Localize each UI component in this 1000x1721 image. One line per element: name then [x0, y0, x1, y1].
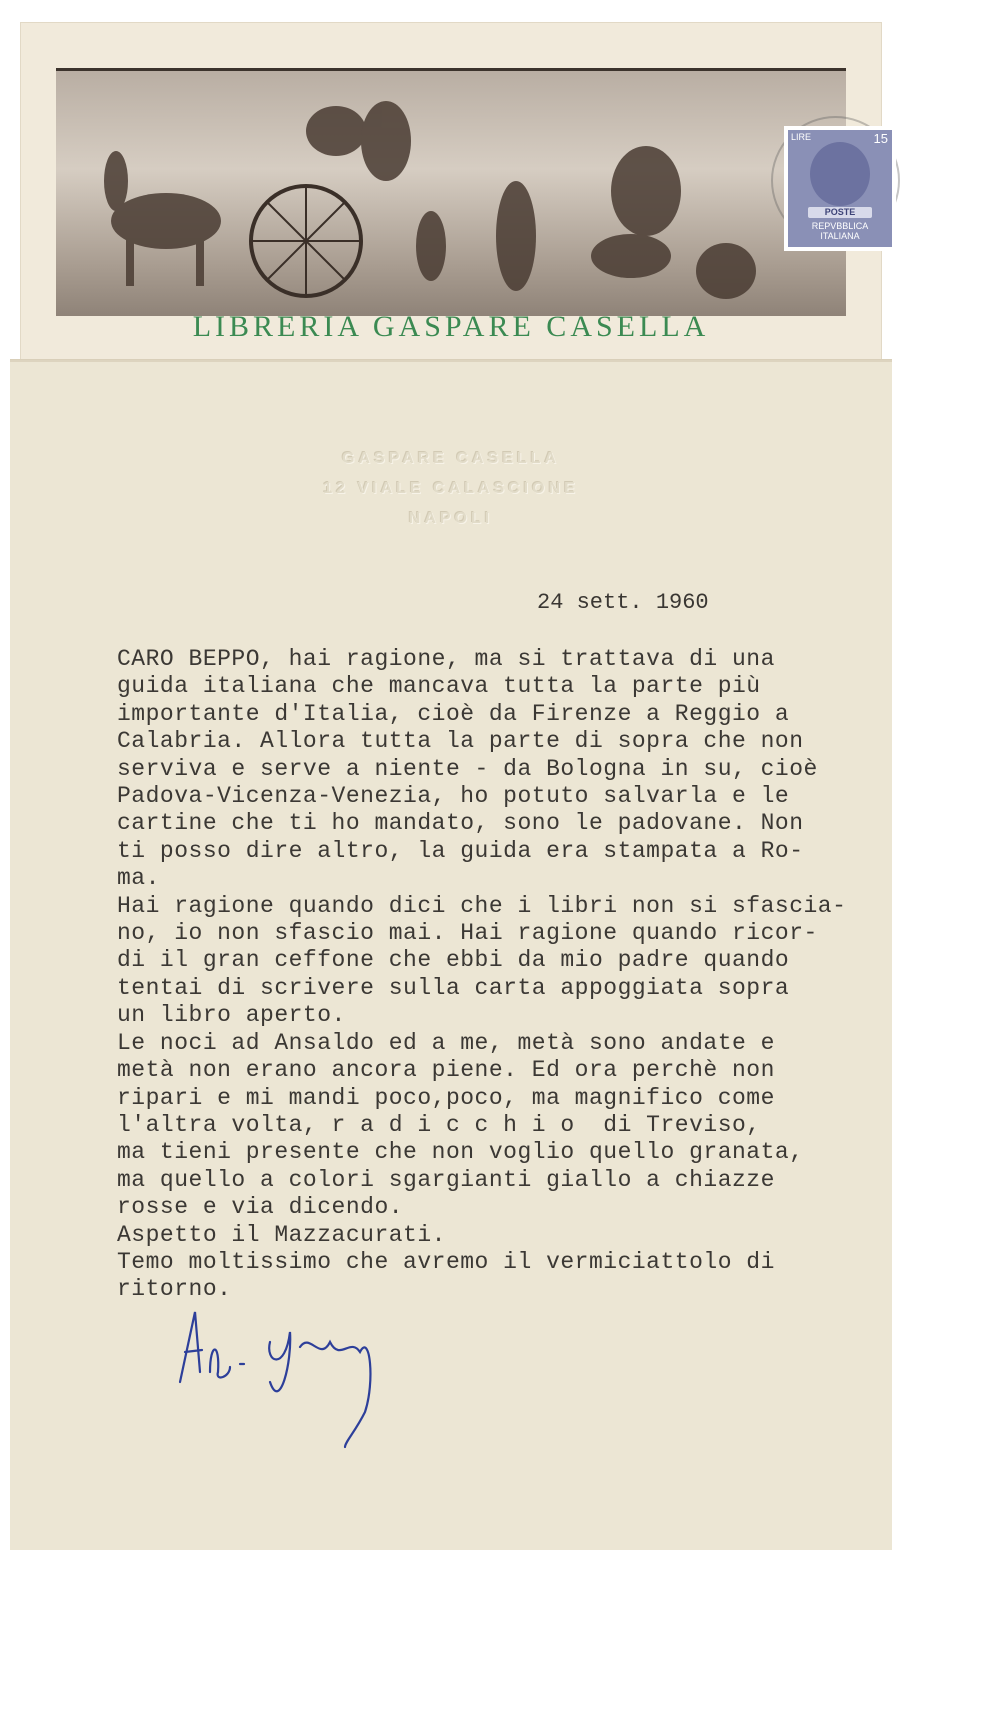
- letter-line: ritorno.: [117, 1276, 232, 1303]
- stamp-country-2: ITALIANA: [820, 231, 860, 241]
- letter-line: tentai di scrivere sulla carta appoggiata sopra: [117, 974, 790, 1001]
- handwritten-signature: [170, 1302, 430, 1452]
- letter-line: guida italiana che mancava tutta la parte più: [117, 673, 761, 700]
- letter-line: Padova-Vicenza-Venezia, ho potuto salvarla e le: [117, 783, 790, 810]
- brand-title: LIBRERIA GASPARE CASELLA: [192, 310, 710, 343]
- letterhead-city: NAPOLI: [408, 510, 494, 527]
- letter-body: [117, 646, 846, 1304]
- letter-line: Calabria. Allora tutta la parte di sopra che non: [117, 728, 804, 755]
- carriage-scene-image: [56, 71, 846, 316]
- letter-line: rosse e via dicendo.: [117, 1194, 404, 1221]
- letter-sheet: [10, 360, 892, 1550]
- postage-stamp: [784, 126, 896, 251]
- engraving-illustration: [56, 68, 888, 316]
- letter-line: importante d'Italia, cioè da Firenze a Reggio a: [117, 700, 790, 727]
- letter-line: Aspetto il Mazzacurati.: [117, 1221, 446, 1248]
- letter-line: ti posso dire altro, la guida era stampata a Ro-: [117, 837, 804, 864]
- stamp-poste: POSTE: [808, 207, 872, 218]
- envelope: [20, 22, 888, 384]
- letterhead-name: GASPARE CASELLA: [342, 450, 560, 467]
- letter-line: un libro aperto.: [117, 1002, 346, 1029]
- letter-line: ma tieni presente che non voglio quello granata,: [117, 1139, 804, 1166]
- letter-line: Hai ragione quando dici che i libri non si sfascia-: [117, 892, 847, 919]
- stamp-value: 15: [873, 131, 888, 146]
- letter-line: Le noci ad Ansaldo ed a me, metà sono andate e: [117, 1029, 775, 1056]
- letter-line: CARO BEPPO, hai ragione, ma si trattava di una: [117, 646, 775, 672]
- letter-line: ma.: [117, 865, 160, 892]
- letter-line: serviva e serve a niente - da Bologna in su, cioè: [117, 755, 818, 782]
- letter-line: ma quello a colori sgargianti giallo a chiazze: [117, 1166, 775, 1193]
- letter-line: ripari e mi mandi poco,poco, ma magnifico come: [117, 1084, 775, 1111]
- letterhead-address: 12 VIALE CALASCIONE: [323, 480, 579, 497]
- stamp-currency: LIRE: [791, 132, 812, 142]
- letter-date: 24 sett. 1960: [537, 590, 709, 615]
- letter-line: metà non erano ancora piene. Ed ora perchè non: [117, 1057, 775, 1084]
- letter-line: cartine che ti ho mandato, sono le padovane. Non: [117, 810, 804, 837]
- stamp-portrait: [810, 142, 870, 206]
- letter-line: Temo moltissimo che avremo il vermiciattolo di: [117, 1248, 775, 1275]
- letter-line: l'altra volta, r a d i c c h i o di Treviso,: [117, 1111, 761, 1138]
- letter-line: di il gran ceffone che ebbi da mio padre quando: [117, 947, 790, 974]
- stamp-country: REPVBBLICA: [811, 221, 869, 231]
- letter-line: no, io non sfascio mai. Hai ragione quando ricor-: [117, 920, 818, 947]
